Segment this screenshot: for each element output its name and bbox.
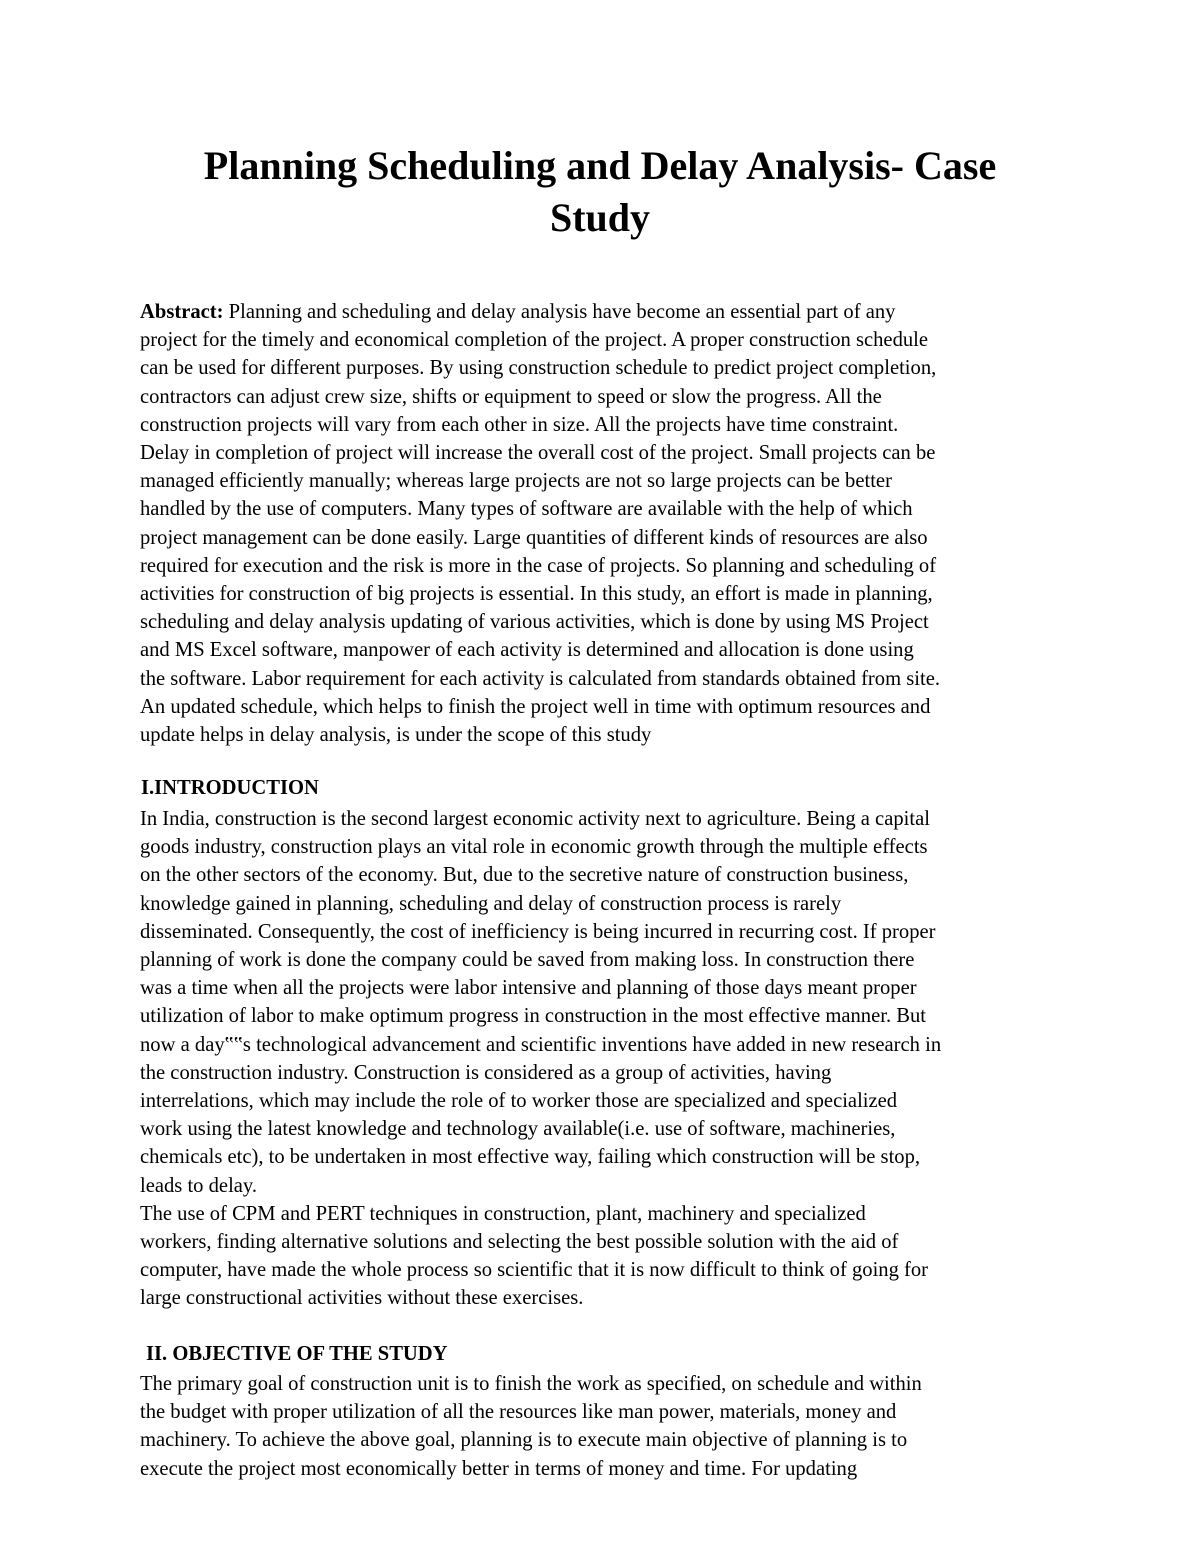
- abstract-line: and MS Excel software, manpower of each activity is determined and allocation is done using: [140, 639, 914, 662]
- introduction-line: knowledge gained in planning, scheduling and delay of construction process is rarely: [140, 892, 842, 915]
- introduction-line: was a time when all the projects were labor intensive and planning of those days meant proper: [140, 977, 917, 1000]
- objective-paragraph: [140, 1370, 1060, 1483]
- introduction-line: workers, finding alternative solutions and selecting the best possible solution with the aid of: [140, 1231, 899, 1254]
- introduction-line: now a day‟‟s technological advancement and scientific inventions have added in new research in: [140, 1033, 942, 1056]
- introduction-line: goods industry, construction plays an vital role in economic growth through the multiple effects: [140, 836, 928, 859]
- abstract-first-line-text: Planning and scheduling and delay analysis have become an essential part of any: [223, 301, 896, 323]
- introduction-line: leads to delay.: [140, 1174, 258, 1197]
- paper-title: [120, 140, 1080, 244]
- abstract-line: [140, 298, 1060, 326]
- abstract-line: update helps in delay analysis, is under the scope of this study: [140, 724, 652, 747]
- introduction-line: large constructional activities without these exercises.: [140, 1287, 584, 1310]
- introduction-paragraph: [140, 805, 1060, 1313]
- introduction-line: In India, construction is the second largest economic activity next to agriculture. Being a capital: [140, 808, 930, 830]
- abstract-line: scheduling and delay analysis updating of various activities, which is done by using MS Project: [140, 611, 929, 634]
- section-heading-objective: II. OBJECTIVE OF THE STUDY: [146, 1343, 448, 1365]
- section-heading-introduction: I.INTRODUCTION: [141, 777, 319, 799]
- objective-line: machinery. To achieve the above goal, planning is to execute main objective of planning is to: [140, 1429, 908, 1452]
- abstract-line: project for the timely and economical completion of the project. A proper construction schedule: [140, 329, 929, 352]
- abstract-line: handled by the use of computers. Many types of software are available with the help of which: [140, 498, 913, 521]
- abstract-line: managed efficiently manually; whereas large projects are not so large projects can be better: [140, 470, 892, 493]
- abstract-line: required for execution and the risk is more in the case of projects. So planning and scheduling of: [140, 554, 937, 577]
- introduction-line: chemicals etc), to be undertaken in most effective way, failing which construction will be stop,: [140, 1146, 921, 1169]
- abstract-line: contractors can adjust crew size, shifts or equipment to speed or slow the progress. All the: [140, 385, 882, 408]
- title-line: Planning Scheduling and Delay Analysis- Case: [203, 143, 997, 188]
- abstract-line: construction projects will vary from each other in size. All the projects have time constraint.: [140, 413, 899, 436]
- abstract-line: An updated schedule, which helps to finish the project well in time with optimum resources and: [140, 695, 931, 718]
- abstract-line: activities for construction of big projects is essential. In this study, an effort is made in planning,: [140, 583, 933, 606]
- objective-line: the budget with proper utilization of all the resources like man power, materials, money and: [140, 1401, 897, 1424]
- abstract-line: project management can be done easily. Large quantities of different kinds of resources are also: [140, 526, 928, 549]
- introduction-line: The use of CPM and PERT techniques in construction, plant, machinery and specialized: [140, 1202, 866, 1225]
- introduction-line: disseminated. Consequently, the cost of inefficiency is being incurred in recurring cost. If proper: [140, 920, 936, 943]
- introduction-line: the construction industry. Construction is considered as a group of activities, having: [140, 1061, 832, 1084]
- introduction-line: on the other sectors of the economy. But, due to the secretive nature of construction business,: [140, 864, 909, 887]
- title-line: Study: [549, 195, 651, 240]
- abstract-paragraph: [140, 298, 1060, 749]
- abstract-label: Abstract:: [140, 301, 224, 323]
- abstract-line: Delay in completion of project will increase the overall cost of the project. Small projects can be: [140, 442, 936, 465]
- introduction-line: interrelations, which may include the role of to worker those are specialized and specialized: [140, 1090, 898, 1113]
- introduction-line: work using the latest knowledge and technology available(i.e. use of software, machineries,: [140, 1118, 896, 1141]
- introduction-line: computer, have made the whole process so scientific that it is now difficult to think of going for: [140, 1259, 929, 1282]
- abstract-line: can be used for different purposes. By using construction schedule to predict project completion,: [140, 357, 937, 380]
- objective-line: execute the project most economically better in terms of money and time. For updating: [140, 1457, 858, 1480]
- objective-line: The primary goal of construction unit is to finish the work as specified, on schedule and within: [140, 1373, 922, 1395]
- introduction-line: utilization of labor to make optimum progress in construction in the most effective manner. But: [140, 1005, 927, 1028]
- abstract-line: the software. Labor requirement for each activity is calculated from standards obtained from site.: [140, 667, 940, 690]
- introduction-line: planning of work is done the company could be saved from making loss. In construction there: [140, 949, 915, 972]
